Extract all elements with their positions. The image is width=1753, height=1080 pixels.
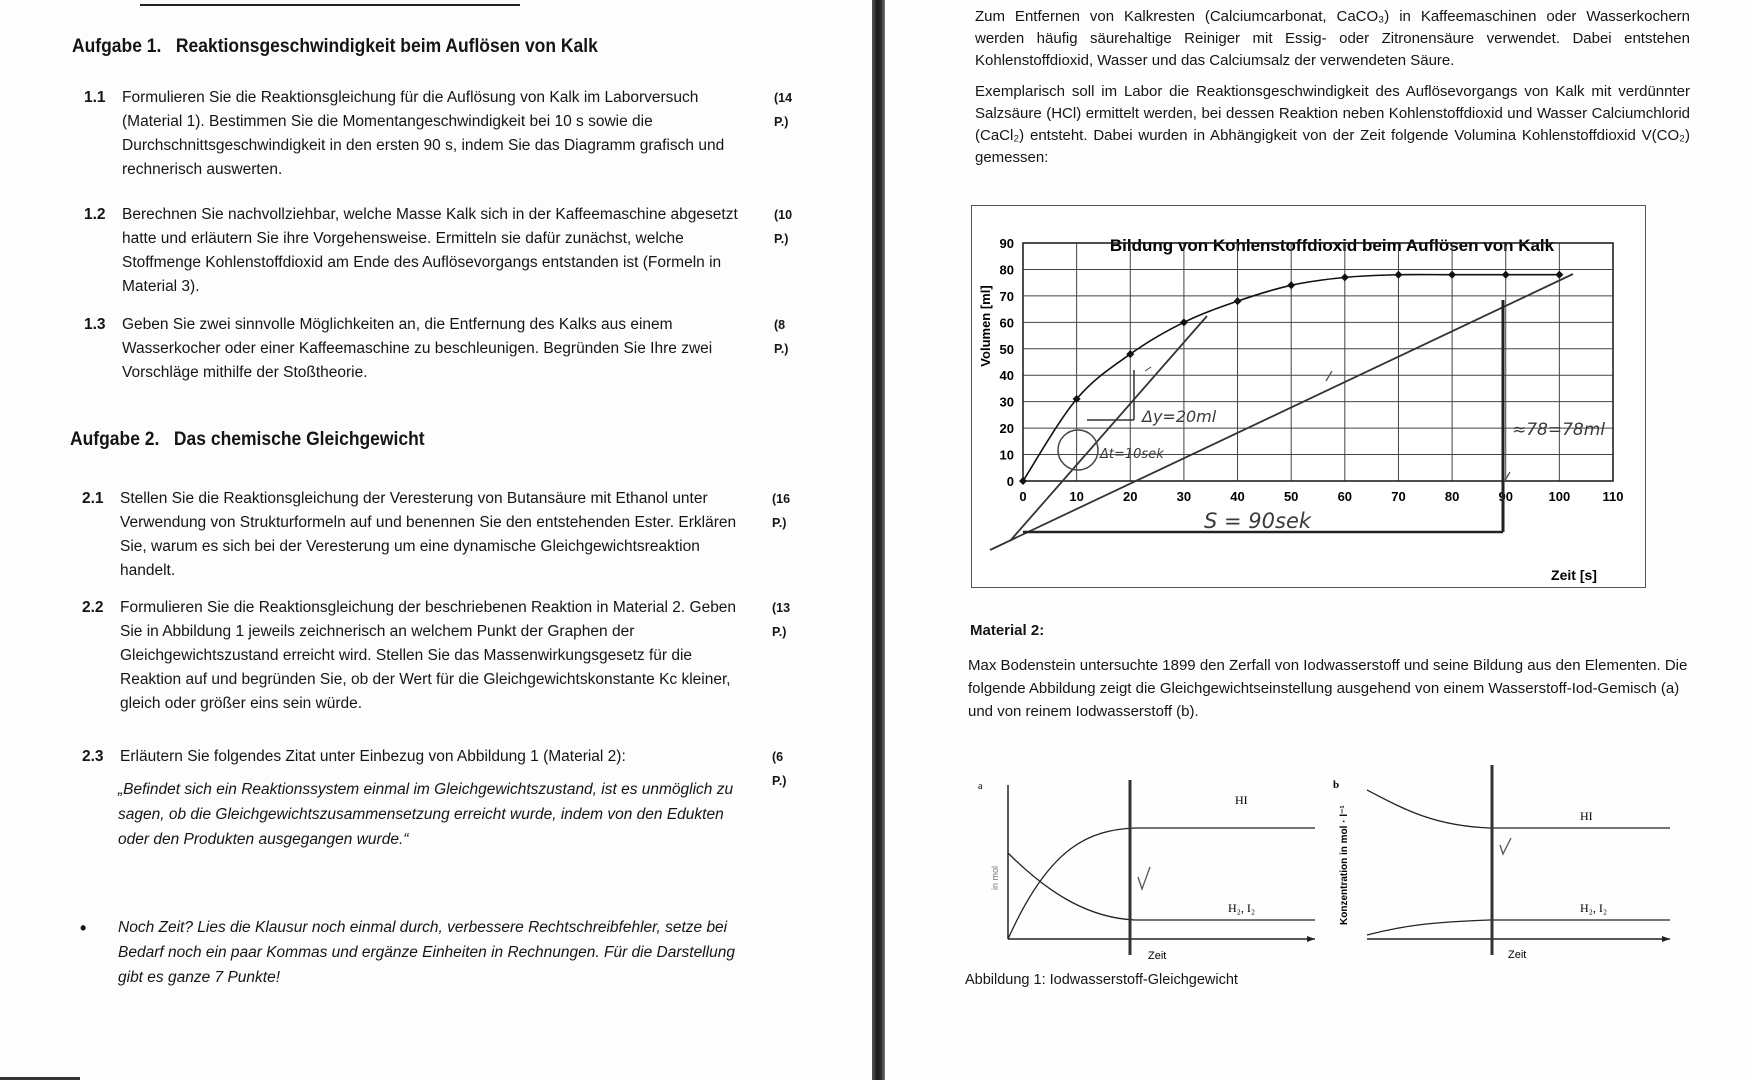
y-tick-label: 60 <box>999 315 1014 331</box>
task-number: 1.1 <box>84 89 106 106</box>
x-tick-label: 70 <box>1391 489 1406 504</box>
x-tick-label: 30 <box>1176 489 1192 504</box>
x-tick-label: 100 <box>1548 489 1571 504</box>
y-tick-label: 50 <box>999 341 1014 357</box>
y-tick-label: 20 <box>999 421 1014 437</box>
task-text: Formulieren Sie die Reaktionsgleichung der beschriebenen Reaktion in Material 2. Geben Sie in Abbildung 1 jeweils zeichnerisch an welchem Punkt der Graphen der Gleichgewichtszustand erreicht wird. Stellen Sie das Massenwirkungsgesetz für die Reaktion auf und begründen Sie, ob der Wert für die Gleichgewichtskonstante Kc kleiner, gleich oder größer eins sein würde. <box>120 599 737 712</box>
bonus-note: Noch Zeit? Lies die Klausur noch einmal durch, verbessere Rechtschreibfehler, setze bei Bedarf noch ein paar Kommas und ergänze Einheiten in Rechnungen. Für die Darstellung gibt es ganze 7 Punkte! <box>118 919 735 986</box>
x-tick-label: 80 <box>1444 489 1460 504</box>
co2-chart-svg <box>972 206 1645 587</box>
task-number: 1.2 <box>84 206 106 223</box>
data-point <box>1234 297 1242 305</box>
task-number: 2.1 <box>82 490 104 507</box>
task-text: Stellen Sie die Reaktionsgleichung der Veresterung von Butansäure mit Ethanol unter Verwendung von Strukturformeln auf und benennen Sie den entstehenden Ester. Erklären Sie, warum es sich bei der Veresterung um eine dynamische Gleichgewichtsreaktion handelt. <box>120 490 737 579</box>
x-tick-label: 10 <box>1069 489 1084 504</box>
annotation-end-volume: ≈78=78ml <box>1512 420 1606 440</box>
chart-title: Bildung von Kohlenstoffdioxid beim Auflösen von Kalk <box>1109 236 1555 255</box>
x-tick-label: 110 <box>1602 489 1624 504</box>
data-point <box>1555 271 1563 279</box>
left-page <box>0 0 872 1080</box>
figure-a <box>970 765 1320 970</box>
task-number: 2.3 <box>82 748 104 765</box>
task-text: Berechnen Sie nachvollziehbar, welche Masse Kalk sich in der Kaffeemaschine abgesetzt hatte und erläutern Sie ihre Vorgehensweise. Ermitteln sie dafür zunächst, welche Stoffmenge Kohlenstoffdioxid am Ende des Auflösevorgangs entstanden ist (Formeln in Material 3). <box>122 206 738 295</box>
task-points: (14 P.) <box>774 91 793 129</box>
handwritten-construction <box>990 274 1605 550</box>
task-points: (16 P.) <box>772 492 791 530</box>
figure-b-h2i2-label: H₂, I₂ <box>1580 901 1608 915</box>
figure-a-hi-curve <box>1008 828 1315 939</box>
aufgabe2-label: Aufgabe 2. <box>70 429 160 450</box>
plot-frame <box>1023 243 1613 481</box>
chart-y-axis-label: Volumen [ml] <box>978 285 993 367</box>
aufgabe1-label: Aufgabe 1. <box>72 36 162 57</box>
annotation-delta-y: Δy=20ml <box>1142 407 1217 426</box>
bullet-icon: • <box>80 918 87 938</box>
figure-b-y-label: Konzentration in mol · l⁻¹ <box>1339 805 1350 925</box>
figure-b-hi-curve <box>1367 790 1670 828</box>
x-tick-label: 50 <box>1283 489 1299 504</box>
figure-a-panel-label: a <box>978 781 983 792</box>
material2-title: Material 2: <box>970 622 1045 639</box>
figure-b-hi-label: HI <box>1580 809 1593 823</box>
data-point <box>1448 271 1456 279</box>
chart-grid <box>1023 243 1613 481</box>
task-text: Erläutern Sie folgendes Zitat unter Einbezug von Abbildung 1 (Material 2): <box>120 748 626 765</box>
annotation-slope: S = 90sek <box>1204 509 1312 533</box>
co2-chart <box>971 205 1646 588</box>
y-tick-label: 90 <box>999 236 1014 251</box>
x-tick-label: 20 <box>1123 489 1138 504</box>
task-points: (6 P.) <box>772 750 787 788</box>
book-spine <box>872 0 885 1080</box>
task-points: (13 P.) <box>772 601 791 639</box>
figure-b-panel-label: b <box>1333 779 1340 791</box>
aufgabe1-heading <box>72 36 598 58</box>
top-rule <box>140 4 520 6</box>
figure-a-h2i2-label: H₂, I₂ <box>1228 901 1256 915</box>
figure-b <box>1325 765 1675 970</box>
x-tick-label: 90 <box>1498 489 1513 504</box>
y-tick-label: 30 <box>999 394 1014 410</box>
task-text: Geben Sie zwei sinnvolle Möglichkeiten an, die Entfernung des Kalks aus einem Wasserkocher oder einer Kaffeemaschine zu beschleunigen. Begründen Sie Ihre zwei Vorschläge mithilfe der Stoßtheorie. <box>122 316 713 381</box>
task-number: 1.3 <box>84 316 106 333</box>
x-tick-label: 40 <box>1230 489 1245 504</box>
data-point <box>1019 477 1027 485</box>
data-point <box>1287 281 1295 289</box>
annotation-delta-t: Δt=10sek <box>1100 447 1164 462</box>
y-tick-label: 0 <box>1006 474 1014 489</box>
intro-paragraph-1: Zum Entfernen von Kalkresten (Calciumcarbonat, CaCO₃) in Kaffeemaschinen oder Wasserkochern werden häufig säurehaltige Reiniger mit Essig- oder Zitronensäure verwendet. Dabei entstehen Kohlenstoffdioxid, Wasser und das Calciumsalz der verwendeten Säure. <box>975 8 1690 69</box>
figure-a-y-label: in mol <box>990 865 1000 890</box>
y-tick-label: 10 <box>999 447 1014 463</box>
data-point <box>1502 271 1510 279</box>
task-text: Formulieren Sie die Reaktionsgleichung für die Auflösung von Kalk im Laborversuch (Material 1). Bestimmen Sie die Momentangeschwindigkeit bei 10 s sowie die Durchschnittsgeschwindigkeit in den ersten 90 s, indem Sie das Diagramm grafisch und rechnerisch auswerten. <box>122 89 725 178</box>
material2-text: Max Bodenstein untersuchte 1899 den Zerfall von Iodwasserstoff und seine Bildung aus den Elementen. Die folgende Abbildung zeigt die Gleichgewichtseinstellung ausgehend von einem Wasserstoff-Iod-Gemisch (a) und von reinem Iodwasserstoff (b). <box>968 657 1688 720</box>
figure-caption: Abbildung 1: Iodwasserstoff-Gleichgewicht <box>965 972 1238 988</box>
task-number: 2.2 <box>82 599 104 616</box>
chart-x-axis-label: Zeit [s] <box>1551 567 1597 583</box>
figure-b-x-label: Zeit <box>1508 949 1527 961</box>
x-tick-label: 0 <box>1019 489 1027 504</box>
y-tick-label: 80 <box>999 262 1014 278</box>
data-point <box>1180 318 1188 326</box>
aufgabe2-title: Das chemische Gleichgewicht <box>173 429 425 450</box>
figure-a-x-label: Zeit <box>1148 950 1167 962</box>
data-point <box>1394 271 1402 279</box>
figure-a-hi-label: HI <box>1235 793 1248 807</box>
task-points: (8 P.) <box>774 318 789 356</box>
aufgabe1-title: Reaktionsgeschwindigkeit beim Auflösen von Kalk <box>175 36 598 57</box>
figure-b-h2i2-curve <box>1367 920 1670 935</box>
intro-paragraph-2: Exemplarisch soll im Labor die Reaktionsgeschwindigkeit des Auflösevorgangs von Kalk mit verdünnter Salzsäure (HCl) ermittelt werden, bei dessen Reaktion neben Kohlenstoffdioxid und Wasser Calciumchlorid (CaCl₂) entsteht. Dabei wurden in Abhängigkeit von der Zeit folgende Volumina Kohlenstoffdioxid V(CO₂) gemessen: <box>975 83 1690 166</box>
x-tick-label: 60 <box>1337 489 1353 504</box>
quote-text: „Befindet sich ein Reaktionssystem einmal im Gleichgewichtszustand, ist es unmöglich zu sagen, ob die Gleichgewichtszusammensetzung erreicht wurde, indem von den Edukten oder den Produkten ausgegangen wurde.“ <box>118 781 734 848</box>
data-point <box>1341 273 1349 281</box>
y-tick-label: 40 <box>999 368 1014 384</box>
aufgabe2-heading <box>70 429 425 451</box>
task-points: (10 P.) <box>774 208 793 246</box>
y-tick-label: 70 <box>999 288 1014 304</box>
